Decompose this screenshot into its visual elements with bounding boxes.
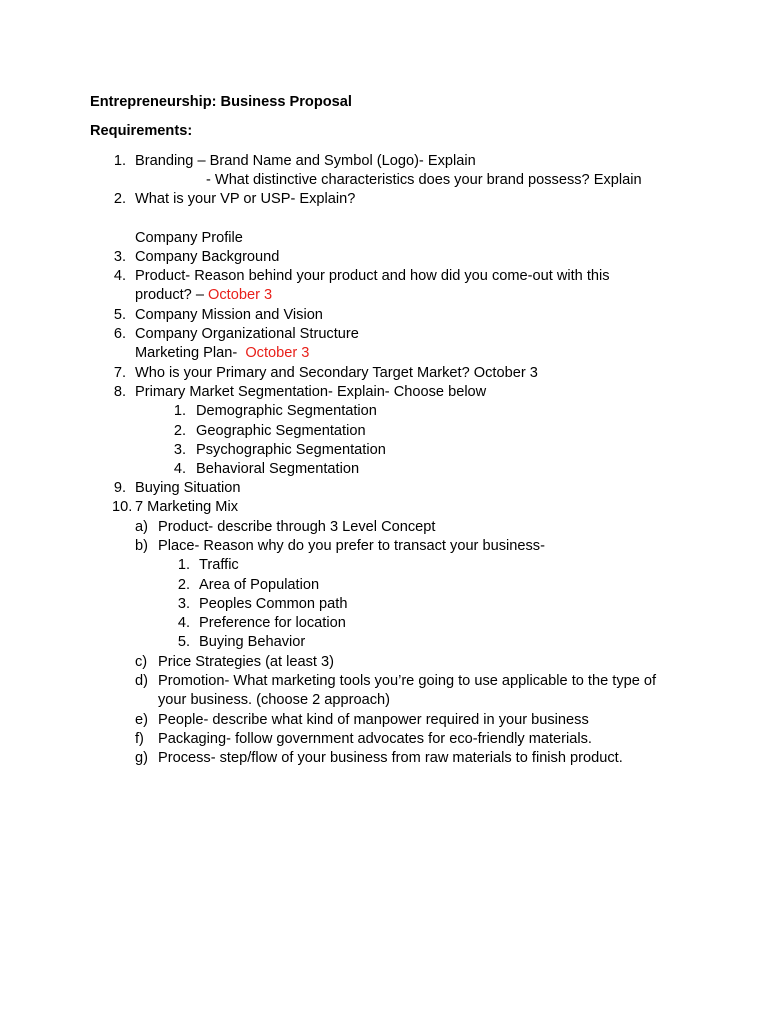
- list-subitem: Process- step/flow of your business from raw materials to finish product.: [158, 750, 623, 766]
- list-item: Who is your Primary and Secondary Target Market? October 3: [135, 365, 538, 381]
- list-subitem: Demographic Segmentation: [196, 403, 377, 419]
- list-subitem: People- describe what kind of manpower required in your business: [158, 712, 589, 728]
- list-subitem-continuation: your business. (choose 2 approach): [158, 692, 391, 708]
- list-subitem: Buying Behavior: [199, 634, 306, 650]
- list-number: 6.: [113, 326, 126, 342]
- list-subitem: Peoples Common path: [199, 596, 348, 612]
- list-number: 4.: [113, 268, 126, 284]
- list-number: 10.: [112, 499, 133, 515]
- list-number: 3.: [113, 249, 126, 265]
- list-number: 2.: [177, 577, 190, 593]
- list-number: 1.: [173, 403, 186, 419]
- list-number: 5.: [113, 307, 126, 323]
- list-letter: d): [135, 673, 148, 689]
- list-item: Company Organizational Structure: [135, 326, 359, 342]
- list-subitem: Traffic: [199, 557, 239, 573]
- list-subitem: Behavioral Segmentation: [196, 461, 360, 477]
- list-subitem: Product- describe through 3 Level Concept: [158, 519, 436, 535]
- list-item-text: product? –: [135, 287, 209, 303]
- requirements-heading: Requirements:: [90, 123, 193, 139]
- document-title: Entrepreneurship: Business Proposal: [90, 94, 352, 110]
- list-number: 1.: [177, 557, 190, 573]
- list-number: 2.: [113, 191, 126, 207]
- list-number: 3.: [173, 442, 186, 458]
- list-subitem: - What distinctive characteristics does your brand possess? Explain: [206, 172, 642, 188]
- list-item: 7 Marketing Mix: [135, 499, 238, 515]
- list-item: Company Mission and Vision: [135, 307, 323, 323]
- list-letter: g): [135, 750, 148, 766]
- section-label-company-profile: Company Profile: [135, 230, 243, 246]
- list-subitem: Place- Reason why do you prefer to transact your business-: [158, 538, 545, 554]
- list-subitem: Promotion- What marketing tools you’re going to use applicable to the type of: [158, 673, 657, 689]
- list-number: 9.: [113, 480, 126, 496]
- list-item: Company Background: [135, 249, 280, 265]
- deadline-text: October 3: [245, 345, 310, 361]
- list-number: 4.: [173, 461, 186, 477]
- list-letter: f): [135, 731, 144, 747]
- list-number: 3.: [177, 596, 190, 612]
- section-label-marketing-plan: [135, 344, 309, 363]
- list-letter: b): [135, 538, 148, 554]
- list-letter: c): [135, 654, 148, 670]
- list-subitem: Packaging- follow government advocates for eco-friendly materials.: [158, 731, 592, 747]
- marketing-plan-label: Marketing Plan-: [135, 345, 246, 361]
- list-subitem: Psychographic Segmentation: [196, 442, 386, 458]
- list-number: 8.: [113, 384, 126, 400]
- list-number: 7.: [113, 365, 126, 381]
- list-item: What is your VP or USP- Explain?: [135, 191, 356, 207]
- list-item: Buying Situation: [135, 480, 241, 496]
- list-subitem: Area of Population: [199, 577, 320, 593]
- list-item: Branding – Brand Name and Symbol (Logo)- Explain: [135, 153, 476, 169]
- list-number: 4.: [177, 615, 190, 631]
- list-number: 1.: [113, 153, 126, 169]
- list-item-continuation: [135, 286, 272, 305]
- list-subitem: Geographic Segmentation: [196, 423, 366, 439]
- list-number: 5.: [177, 634, 190, 650]
- list-letter: e): [135, 712, 148, 728]
- deadline-text: October 3: [208, 287, 273, 303]
- list-number: 2.: [173, 423, 186, 439]
- list-item: Product- Reason behind your product and how did you come-out with this: [135, 268, 610, 284]
- list-subitem: Preference for location: [199, 615, 346, 631]
- list-item: Primary Market Segmentation- Explain- Choose below: [135, 384, 487, 400]
- list-subitem: Price Strategies (at least 3): [158, 654, 335, 670]
- list-letter: a): [135, 519, 148, 535]
